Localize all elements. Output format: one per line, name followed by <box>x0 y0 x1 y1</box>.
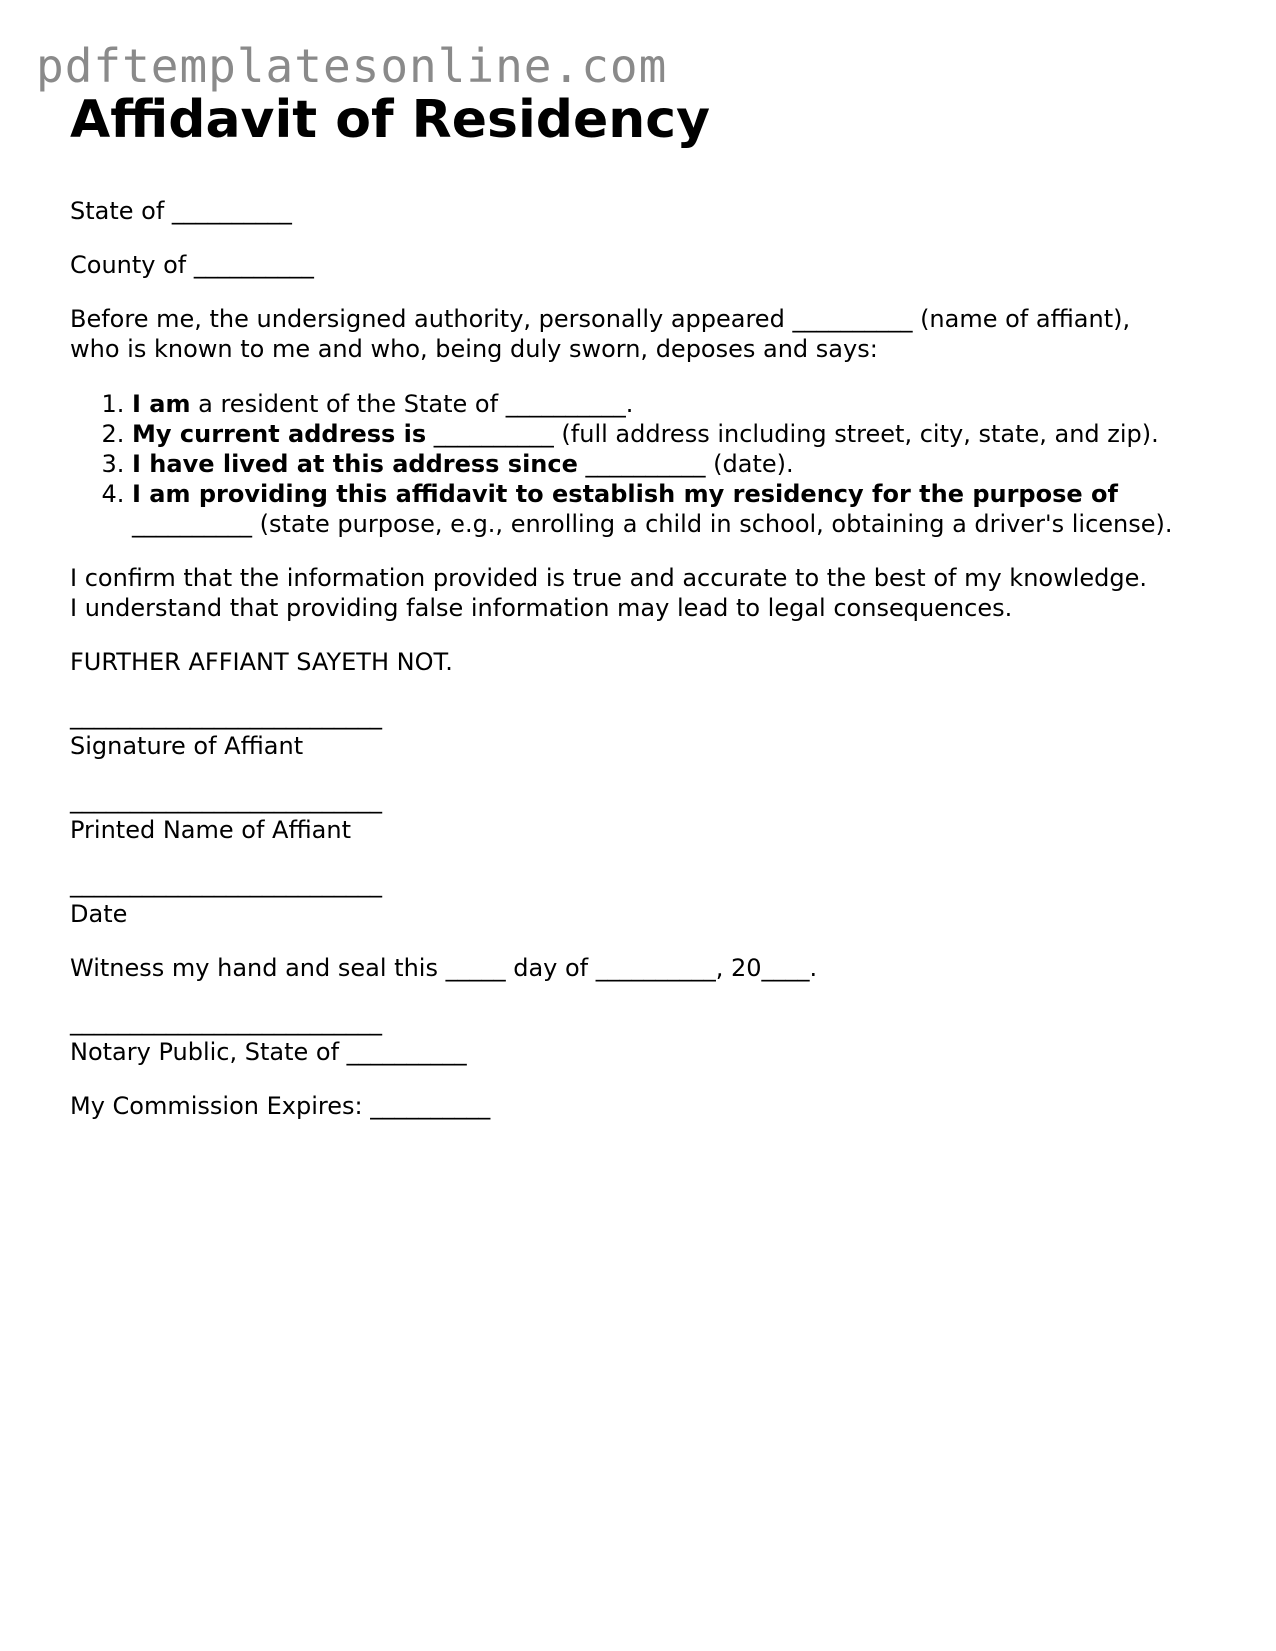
printed-name-block <box>70 785 1220 845</box>
notary-blank: __________________________ <box>70 1008 382 1036</box>
statement-item <box>132 479 1220 539</box>
signature-label: Signature of Affiant <box>70 732 304 760</box>
statement-item <box>132 449 1220 479</box>
confirmation-line-2: I understand that providing false information may lead to legal consequences. <box>70 594 1013 622</box>
printed-name-blank: __________________________ <box>70 786 382 814</box>
commission-line: My Commission Expires: __________ <box>70 1092 491 1120</box>
confirmation-line-1: I confirm that the information provided is true and accurate to the best of my knowledge. <box>70 564 1148 592</box>
county-line: County of __________ <box>70 251 314 279</box>
printed-name-label: Printed Name of Affiant <box>70 816 351 844</box>
confirmation-paragraph <box>70 563 1220 623</box>
statement-item <box>132 389 1220 419</box>
state-line: State of __________ <box>70 197 292 225</box>
notary-label: Notary Public, State of __________ <box>70 1038 467 1066</box>
statement-item <box>132 419 1220 449</box>
date-block <box>70 869 1220 929</box>
notary-block <box>70 1007 1220 1067</box>
signature-block <box>70 701 1220 761</box>
statement-bold: My current address is <box>132 420 427 448</box>
appearance-line-1: Before me, the undersigned authority, personally appeared __________ (name of affiant), <box>70 305 1131 333</box>
affidavit-document <box>70 84 1220 1121</box>
date-label: Date <box>70 900 128 928</box>
statement-text: a resident of the State of __________. <box>190 390 634 418</box>
appearance-paragraph <box>70 304 1220 364</box>
statement-bold: I have lived at this address since <box>132 450 578 478</box>
signature-blank: __________________________ <box>70 702 382 730</box>
further-affiant-line: FURTHER AFFIANT SAYETH NOT. <box>70 648 453 676</box>
statement-list <box>70 389 1220 539</box>
statement-bold: I am providing this affidavit to establish my residency for the purpose of <box>132 480 1118 508</box>
statement-text: __________ (full address including street, city, state, and zip). <box>426 420 1159 448</box>
appearance-line-2: who is known to me and who, being duly sworn, deposes and says: <box>70 335 878 363</box>
date-blank: __________________________ <box>70 870 382 898</box>
page-title: Affidavit of Residency <box>70 90 710 150</box>
statement-text: __________ (date). <box>577 450 794 478</box>
watermark: pdftemplatesonline.com <box>36 39 668 93</box>
statement-bold: I am <box>132 390 191 418</box>
statement-text: __________ (state purpose, e.g., enrolling a child in school, obtaining a driver's license). <box>132 510 1173 538</box>
witness-line: Witness my hand and seal this _____ day of __________, 20____. <box>70 954 818 982</box>
